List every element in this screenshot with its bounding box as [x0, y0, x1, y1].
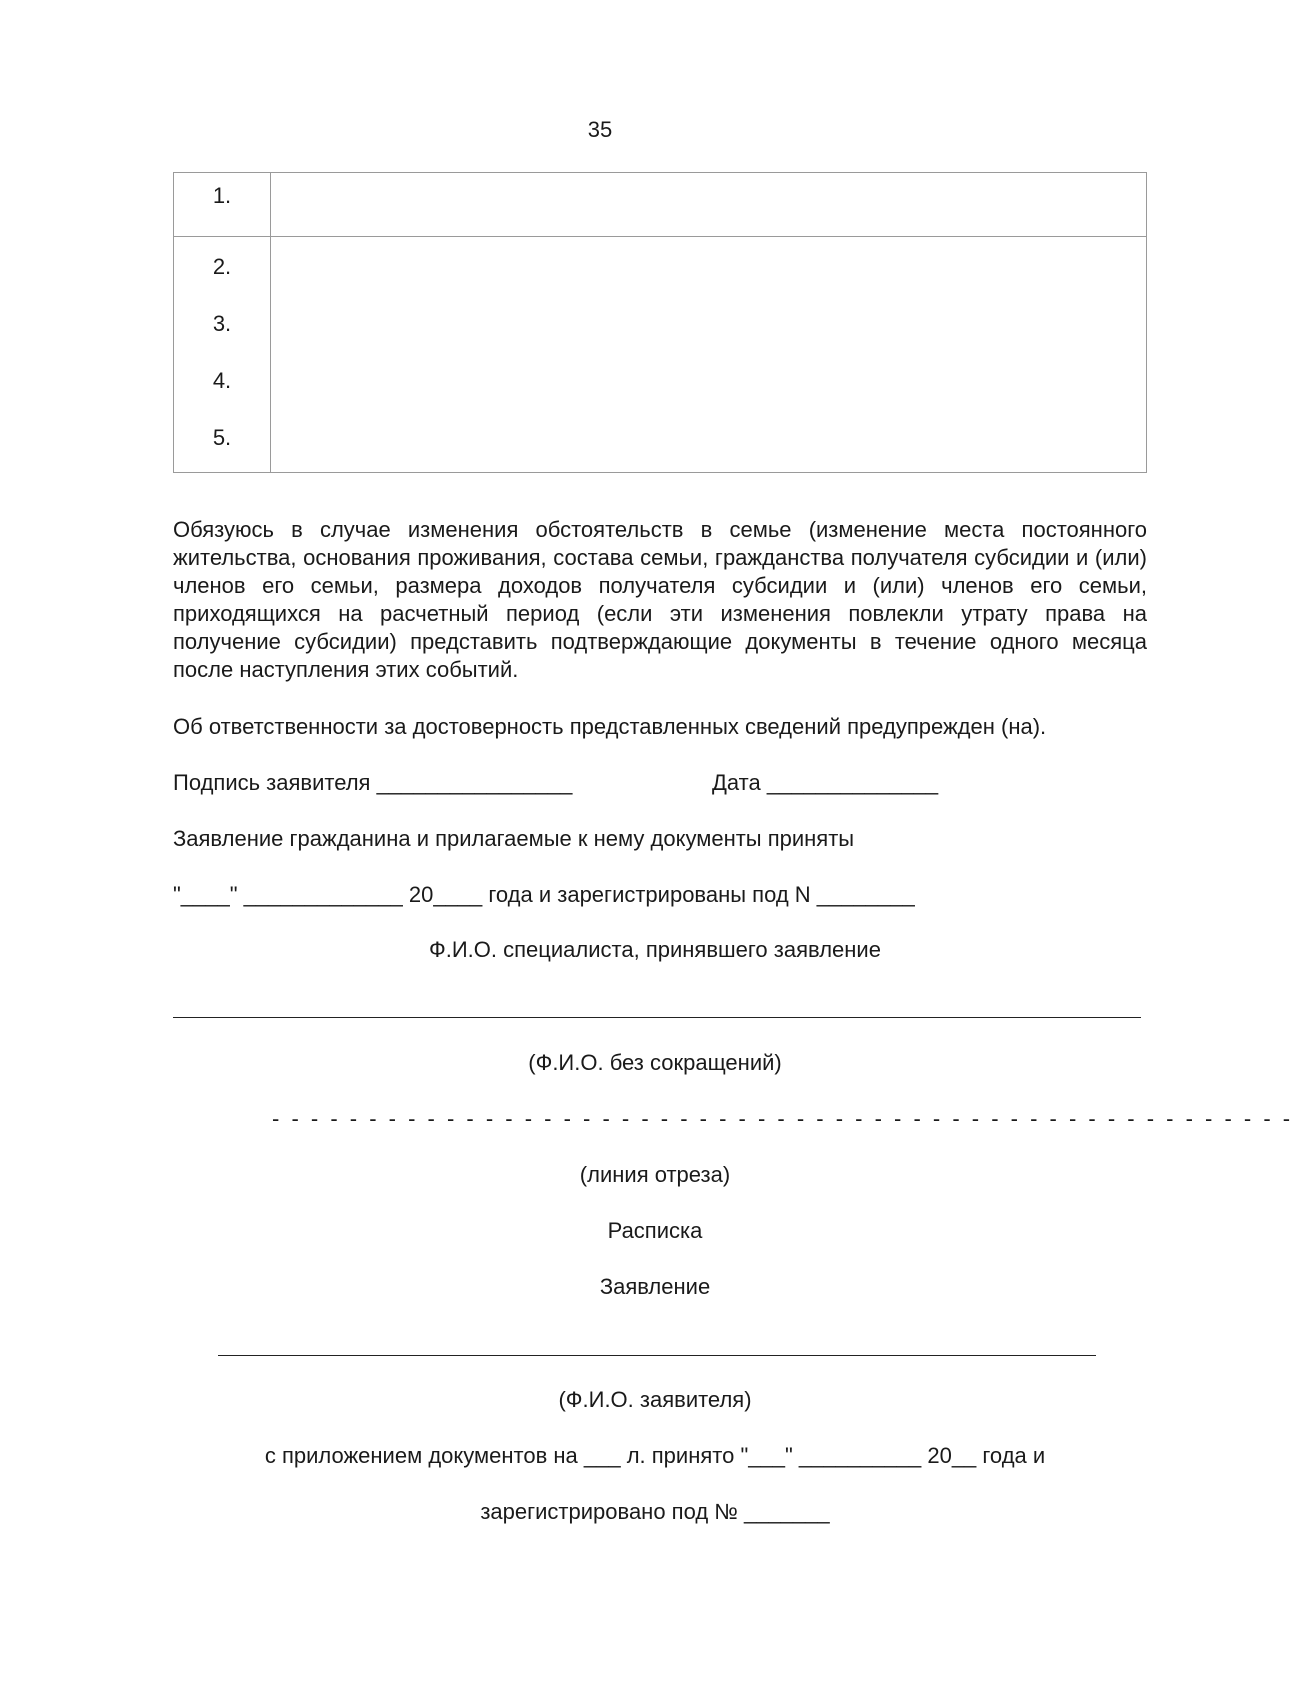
specialist-caption: Ф.И.О. специалиста, принявшего заявление [429, 937, 881, 962]
applicant-name-rule [218, 1355, 1096, 1356]
specialist-name-rule [173, 1017, 1141, 1018]
row-number: 1. [212, 183, 232, 208]
table-row [174, 237, 1147, 473]
number-cell [174, 237, 271, 473]
table-row [174, 173, 1147, 237]
accepted-line: Заявление гражданина и прилагаемые к нему документы приняты [173, 826, 855, 851]
content-cell [271, 237, 1147, 473]
signature-field: Подпись заявителя ________________ [173, 770, 573, 795]
cut-line: - - - - - - - - - - - - - - - - - - - - - - - - - - - - - - - - - - - - - - - - - - - - - - - - - - - - - [272, 1106, 1294, 1131]
row-number: 3. [212, 311, 232, 336]
attachments-line: с приложением документов на ___ л. принято "___" __________ 20__ года и [264, 1443, 1046, 1468]
page-number: 35 [587, 117, 613, 142]
content-cell [271, 173, 1147, 237]
row-number: 4. [212, 368, 232, 393]
documents-table [173, 172, 1147, 473]
registration-line: "____" _____________ 20____ года и зарегистрированы под N ________ [173, 882, 915, 907]
date-field: Дата ______________ [712, 770, 939, 795]
row-number: 2. [212, 254, 232, 279]
responsibility-line: Об ответственности за достоверность представленных сведений предупрежден (на). [173, 714, 1047, 739]
number-cell [174, 173, 271, 237]
fio-full-caption: (Ф.И.О. без сокращений) [528, 1050, 782, 1075]
receipt-subtitle: Заявление [599, 1274, 711, 1299]
cut-caption: (линия отреза) [579, 1162, 731, 1187]
commitment-paragraph: Обязуюсь в случае изменения обстоятельств в семье (изменение места постоянного жительства, основания проживания, состава семьи, гражданства получателя субсидии и (или) членов его семьи, размера доходов получателя субсидии и (или) членов его семьи, приходящихся на расчетный период (если эти изменения повлекли утрату права на получение субсидии) представить подтверждающие документы в течение одного месяца после наступления этих событий. [173, 517, 1147, 682]
row-number: 5. [212, 425, 232, 450]
registered-line: зарегистрировано под № _______ [480, 1499, 830, 1524]
applicant-caption: (Ф.И.О. заявителя) [558, 1387, 752, 1412]
receipt-title: Расписка [607, 1218, 703, 1243]
